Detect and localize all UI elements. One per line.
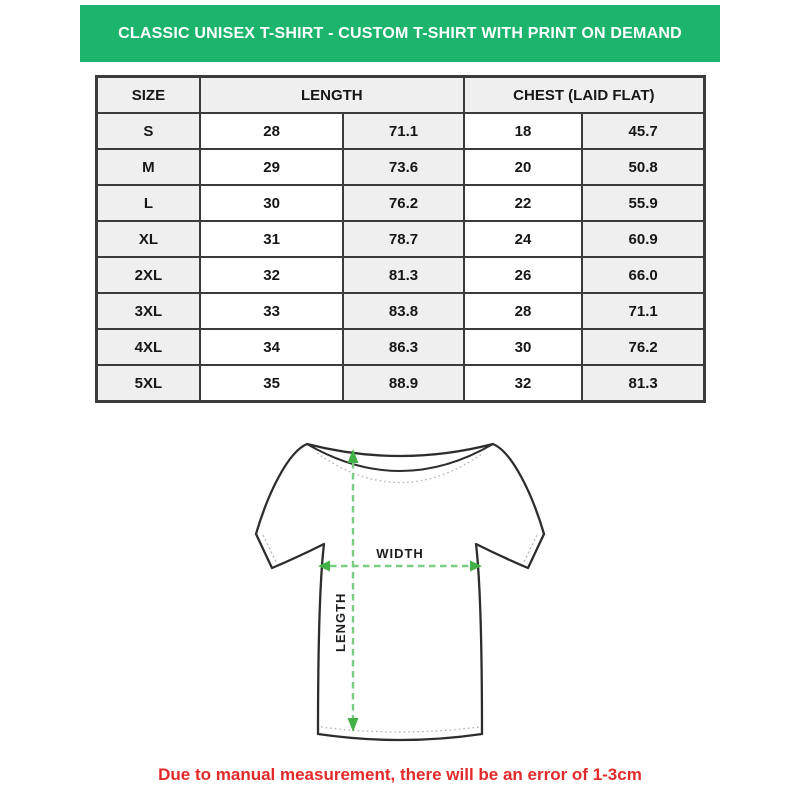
- chest-cm-cell: 66.0: [582, 257, 704, 293]
- length-in-cell: 31: [200, 221, 343, 257]
- length-in-cell: 28: [200, 113, 343, 149]
- size-cell: XL: [97, 221, 200, 257]
- table-row: [97, 257, 705, 293]
- size-cell: M: [97, 149, 200, 185]
- chest-cm-cell: 60.9: [582, 221, 704, 257]
- length-cm-cell: 73.6: [343, 149, 463, 185]
- table-row: [97, 365, 705, 402]
- chest-in-cell: 32: [464, 365, 583, 402]
- chest-cm-cell: 76.2: [582, 329, 704, 365]
- length-cm-cell: 76.2: [343, 185, 463, 221]
- size-cell: 4XL: [97, 329, 200, 365]
- col-header-length: LENGTH: [200, 77, 464, 114]
- banner-title: CLASSIC UNISEX T-SHIRT - CUSTOM T-SHIRT WITH PRINT ON DEMAND: [118, 24, 682, 42]
- length-in-cell: 32: [200, 257, 343, 293]
- chest-cm-cell: 55.9: [582, 185, 704, 221]
- chest-in-cell: 20: [464, 149, 583, 185]
- chest-cm-cell: 50.8: [582, 149, 704, 185]
- length-in-cell: 30: [200, 185, 343, 221]
- length-cm-cell: 83.8: [343, 293, 463, 329]
- chest-cm-cell: 81.3: [582, 365, 704, 402]
- length-cm-cell: 88.9: [343, 365, 463, 402]
- chest-in-cell: 24: [464, 221, 583, 257]
- length-cm-cell: 78.7: [343, 221, 463, 257]
- table-row: [97, 329, 705, 365]
- size-cell: L: [97, 185, 200, 221]
- table-row: [97, 293, 705, 329]
- col-header-chest: CHEST (LAID FLAT): [464, 77, 705, 114]
- size-cell: 2XL: [97, 257, 200, 293]
- tshirt-svg: [250, 438, 550, 750]
- chest-cm-cell: 71.1: [582, 293, 704, 329]
- table-row: [97, 221, 705, 257]
- width-label: WIDTH: [376, 546, 424, 561]
- chest-cm-cell: 45.7: [582, 113, 704, 149]
- size-cell: S: [97, 113, 200, 149]
- length-in-cell: 34: [200, 329, 343, 365]
- length-cm-cell: 86.3: [343, 329, 463, 365]
- chest-in-cell: 30: [464, 329, 583, 365]
- col-header-size: SIZE: [97, 77, 200, 114]
- chest-in-cell: 18: [464, 113, 583, 149]
- table-header-row: [97, 77, 705, 114]
- length-cm-cell: 71.1: [343, 113, 463, 149]
- size-cell: 5XL: [97, 365, 200, 402]
- size-table: [95, 75, 706, 403]
- chest-in-cell: 26: [464, 257, 583, 293]
- chest-in-cell: 28: [464, 293, 583, 329]
- length-label: LENGTH: [333, 592, 348, 652]
- table-row: [97, 149, 705, 185]
- table-row: [97, 185, 705, 221]
- length-in-cell: 35: [200, 365, 343, 402]
- tshirt-outline: [256, 444, 544, 740]
- tshirt-diagram: [250, 438, 550, 750]
- length-in-cell: 29: [200, 149, 343, 185]
- measurement-note: Due to manual measurement, there will be an error of 1-3cm: [158, 765, 642, 784]
- banner: [80, 5, 720, 62]
- chest-in-cell: 22: [464, 185, 583, 221]
- length-in-cell: 33: [200, 293, 343, 329]
- table-row: [97, 113, 705, 149]
- length-cm-cell: 81.3: [343, 257, 463, 293]
- size-cell: 3XL: [97, 293, 200, 329]
